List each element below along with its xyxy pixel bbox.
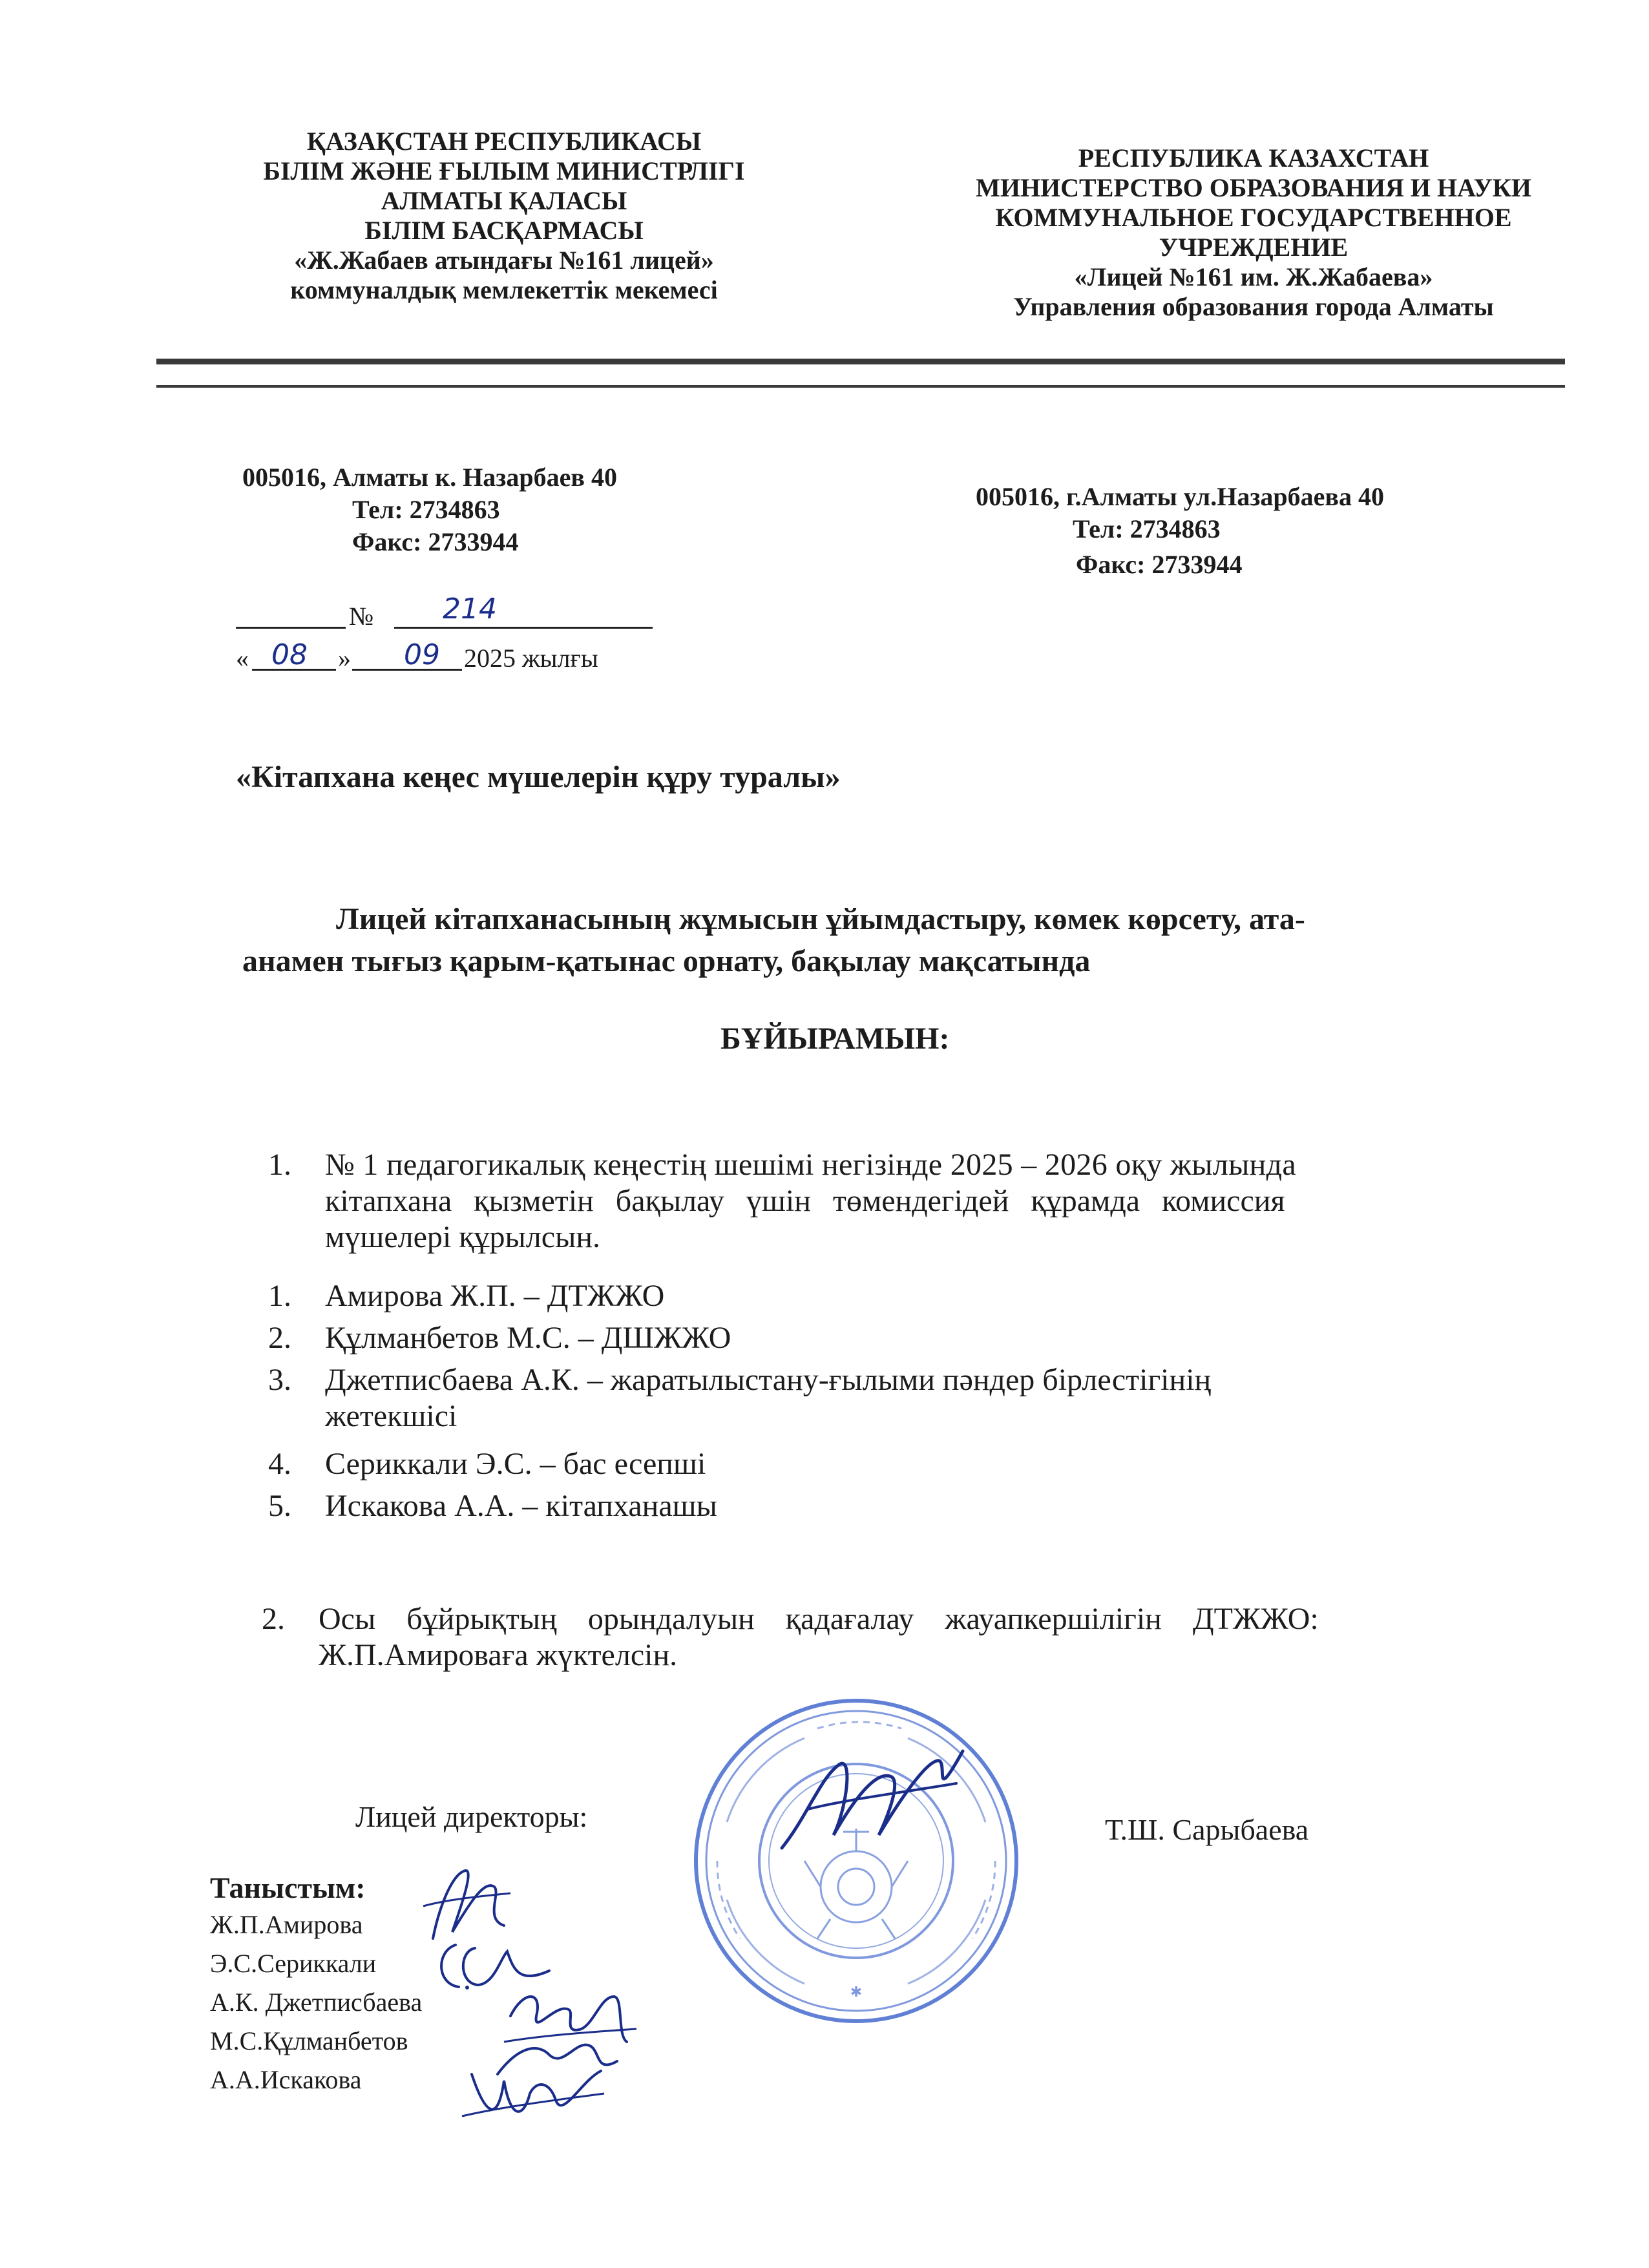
header-ru-line: МИНИСТЕРСТВО ОБРАЗОВАНИЯ И НАУКИ bbox=[976, 173, 1531, 202]
director-role: Лицей директоры: bbox=[355, 1800, 588, 1833]
acquainted-name: А.А.Искакова bbox=[210, 2065, 362, 2094]
header-divider-thick bbox=[156, 359, 1565, 364]
signature-iskakova bbox=[459, 2055, 607, 2132]
address-kz-fax: Факс: 2733944 bbox=[352, 527, 519, 556]
acquainted-label: Таныстым: bbox=[210, 1871, 366, 1904]
header-ru-line: Управления образования города Алматы bbox=[1013, 292, 1494, 321]
address-kz-phone: Тел: 2734863 bbox=[352, 495, 500, 524]
director-signature bbox=[769, 1738, 976, 1867]
acquainted-name: М.С.Құлманбетов bbox=[210, 2026, 408, 2055]
preamble-line-2: анамен тығыз қарым-қатынас орнату, бақылау мақсатында bbox=[242, 944, 1091, 978]
order-number-line bbox=[394, 627, 653, 629]
document-title: «Кітапхана кеңес мүшелерін құру туралы» bbox=[236, 760, 841, 794]
header-kz-line: БІЛІМ БАСҚАРМАСЫ bbox=[364, 216, 644, 245]
address-kz-street: 005016, Алматы к. Назарбаев 40 bbox=[242, 463, 617, 492]
member-text: Искакова А.А. – кітапханашы bbox=[325, 1489, 717, 1523]
header-kz bbox=[194, 127, 814, 305]
order-number-handwritten: 214 bbox=[443, 593, 497, 625]
member-text: Сериккали Э.С. – бас есепші bbox=[325, 1447, 706, 1481]
order-item-2-line: Осы бұйрықтың орындалуын қадағалау жауапкершілігін ДТЖЖО: bbox=[319, 1602, 1319, 1636]
order-item-1-line: кітапхана қызметін бақылау үшін төмендегідей құрамда комиссия bbox=[325, 1184, 1285, 1218]
address-ru-street: 005016, г.Алматы ул.Назарбаева 40 bbox=[976, 482, 1385, 511]
date-open-quote: « bbox=[236, 644, 249, 673]
header-kz-line: «Ж.Жабаев атындағы №161 лицей» bbox=[294, 246, 714, 275]
member-number: 1. bbox=[268, 1279, 291, 1313]
address-ru-fax: Факс: 2733944 bbox=[1076, 550, 1243, 579]
acquainted-name: Ж.П.Амирова bbox=[210, 1910, 363, 1939]
date-close-quote: » bbox=[338, 644, 351, 673]
header-kz-line: БІЛІМ ЖӘНЕ ҒЫЛЫМ МИНИСТРЛІГІ bbox=[263, 156, 745, 185]
director-name: Т.Ш. Сарыбаева bbox=[1105, 1813, 1309, 1846]
member-number: 2. bbox=[268, 1321, 291, 1355]
address-ru-phone: Тел: 2734863 bbox=[1073, 514, 1221, 543]
header-kz-line: ҚАЗАҚСТАН РЕСПУБЛИКАСЫ bbox=[306, 127, 702, 156]
order-item-1-number: 1. bbox=[268, 1148, 291, 1182]
date-month-handwritten: 09 bbox=[404, 638, 440, 671]
order-number-label: № bbox=[349, 602, 374, 631]
header-kz-line: АЛМАТЫ ҚАЛАСЫ bbox=[381, 186, 627, 215]
acquainted-name: Э.С.Сериккали bbox=[210, 1949, 377, 1978]
header-ru-line: КОММУНАЛЬНОЕ ГОСУДАРСТВЕННОЕ bbox=[995, 203, 1512, 232]
member-text-continued: жетекшісі bbox=[325, 1399, 457, 1433]
header-ru-line: «Лицей №161 им. Ж.Жабаева» bbox=[1074, 262, 1433, 291]
member-number: 5. bbox=[268, 1489, 291, 1523]
date-year: 2025 жылғы bbox=[464, 644, 598, 673]
header-kz-line: коммуналдық мемлекеттік мекемесі bbox=[290, 275, 718, 304]
order-item-1-body bbox=[325, 1147, 1528, 1255]
order-number-prefix-line bbox=[236, 627, 346, 629]
member-number: 3. bbox=[268, 1363, 291, 1397]
header-ru bbox=[924, 143, 1583, 322]
svg-text:✱: ✱ bbox=[850, 1984, 863, 2000]
decree-heading: БҰЙЫРАМЫН: bbox=[720, 1022, 950, 1056]
member-text: Құлманбетов М.С. – ДШЖЖО bbox=[325, 1321, 731, 1355]
date-day-handwritten: 08 bbox=[271, 638, 308, 671]
order-item-1-line: мүшелері құрылсын. bbox=[325, 1220, 600, 1254]
order-item-2-number: 2. bbox=[262, 1602, 285, 1636]
member-text: Амирова Ж.П. – ДТЖЖО bbox=[325, 1279, 665, 1313]
order-item-2-body bbox=[319, 1601, 1319, 1674]
member-text-block bbox=[325, 1362, 1211, 1434]
member-text: Джетписбаева А.К. – жаратылыстану-ғылыми пәндер бірлестігінің bbox=[325, 1363, 1212, 1397]
header-ru-line: РЕСПУБЛИКА КАЗАХСТАН bbox=[1078, 143, 1429, 173]
order-item-1-line: № 1 педагогикалық кеңестің шешімі негізінде 2025 – 2026 оқу жылында bbox=[325, 1148, 1296, 1182]
order-date-row bbox=[236, 640, 727, 678]
order-item-2-line: Ж.П.Амироваға жүктелсін. bbox=[319, 1638, 678, 1672]
header-ru-line: УЧРЕЖДЕНИЕ bbox=[1159, 233, 1349, 262]
member-number: 4. bbox=[268, 1447, 291, 1481]
acquainted-name: А.К. Джетписбаева bbox=[210, 1988, 423, 2017]
order-number-row bbox=[236, 593, 656, 636]
preamble-line-1: Лицей кітапханасының жұмысын ұйымдастыру, көмек көрсету, ата- bbox=[336, 902, 1305, 936]
header-divider-thin bbox=[156, 385, 1565, 388]
